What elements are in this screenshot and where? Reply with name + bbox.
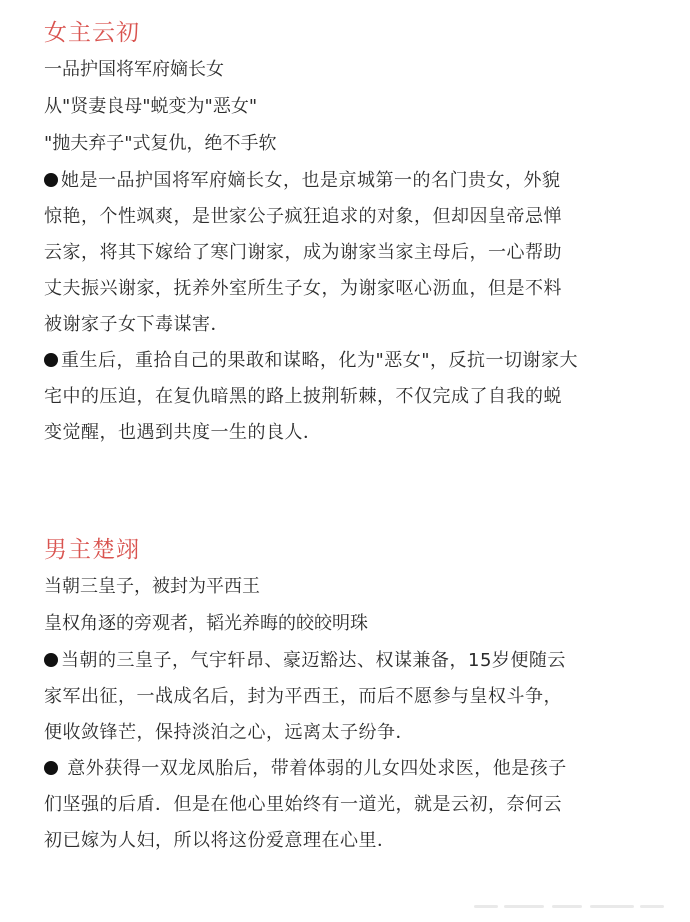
paragraph-line [44,646,654,676]
bullet-icon [44,353,58,367]
paragraph-line: 宅中的压迫，在复仇暗黑的路上披荆斩棘，不仅完成了自我的蜕 [44,386,562,407]
watermark [474,898,664,914]
paragraph-line: 惊艳，个性飒爽，是世家公子疯狂追求的对象，但却因皇帝忌惮 [44,206,562,227]
female-lead-tagline-2: 从"贤妻良母"蜕变为"恶女" [44,96,258,117]
paragraph-line [44,346,654,376]
bullet-icon [44,173,58,187]
male-lead-heading: 男主楚翊 [44,537,140,563]
male-lead-paragraph-2 [44,754,654,856]
paragraph-line: 们坚强的后盾．但是在他心里始终有一道光，就是云初，奈何云 [44,794,562,815]
male-lead-paragraph-1 [44,646,654,748]
paragraph-line: 丈夫振兴谢家，抚养外室所生子女，为谢家呕心沥血，但是不料 [44,278,562,299]
female-lead-tagline-3: "抛夫弃子"式复仇，绝不手软 [44,133,277,154]
paragraph-line: 云家，将其下嫁给了寒门谢家，成为谢家当家主母后，一心帮助 [44,242,562,263]
paragraph-line: 便收敛锋芒，保持淡泊之心，远离太子纷争． [44,722,414,743]
paragraph-line: 初已嫁为人妇，所以将这份爱意理在心里． [44,830,396,851]
paragraph-text: 重生后，重拾自己的果敢和谋略，化为"恶女"，反抗一切谢家大 [61,350,579,371]
bullet-icon [44,761,58,775]
paragraph-line: 家军出征，一战成名后，封为平西王，而后不愿参与皇权斗争， [44,686,562,707]
paragraph-line [44,166,654,196]
paragraph-text: 她是一品护国将军府嫡长女，也是京城第一的名门贵女，外貌 [61,170,561,191]
male-lead-section [44,533,654,862]
female-lead-tagline-1: 一品护国将军府嫡长女 [44,59,224,80]
male-lead-tagline-2: 皇权角逐的旁观者，韬光养晦的皎皎明珠 [44,613,368,634]
bullet-icon [44,653,58,667]
paragraph-line: 被谢家子女下毒谋害． [44,314,229,335]
paragraph-text: 当朝的三皇子，气宇轩昂、豪迈豁达、权谋兼备，15岁便随云 [61,650,566,671]
female-lead-paragraph-1 [44,166,654,340]
female-lead-paragraph-2 [44,346,654,448]
female-lead-section [44,16,654,454]
paragraph-line [44,754,654,784]
male-lead-tagline-1: 当朝三皇子，被封为平西王 [44,576,260,597]
paragraph-text: 意外获得一双龙凤胎后，带着体弱的儿女四处求医，他是孩子 [61,758,567,779]
female-lead-heading: 女主云初 [44,20,140,46]
paragraph-line: 变觉醒，也遇到共度一生的良人． [44,422,322,443]
